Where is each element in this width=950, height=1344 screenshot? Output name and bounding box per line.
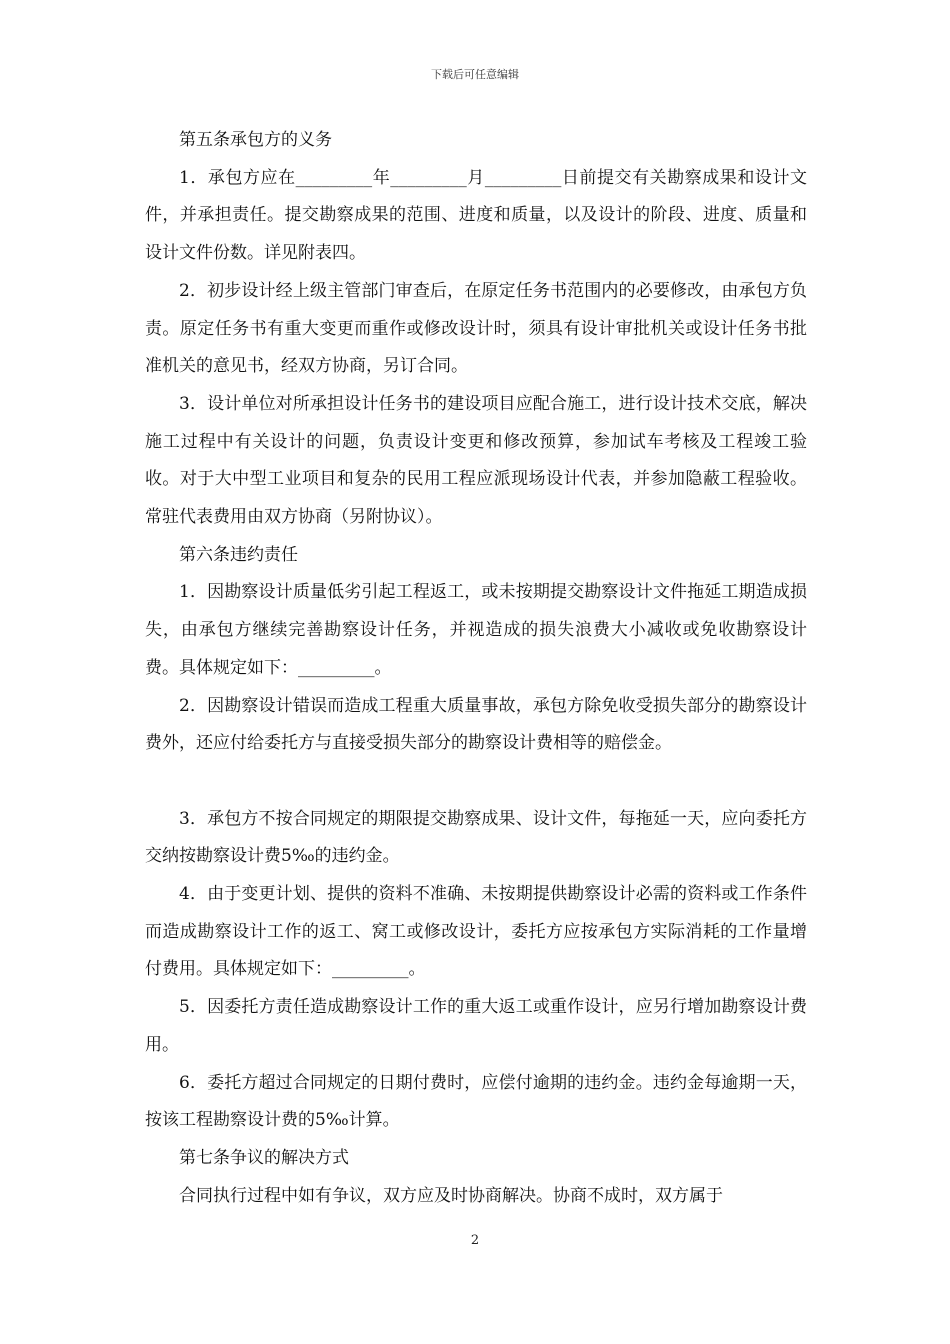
page-number: 2	[470, 1233, 480, 1248]
paragraph: 2．因勘察设计错误而造成工程重大质量事故，承包方除免收受损失部分的勘察设计费外，还应付给委托方与直接受损失部分的勘察设计费相等的赔偿金。	[145, 695, 807, 754]
section-heading-7: 第七条争议的解决方式	[179, 1147, 349, 1168]
paragraph: 合同执行过程中如有争议，双方应及时协商解决。协商不成时，双方属于	[179, 1185, 723, 1206]
page-header: 下载后可任意编辑	[431, 68, 519, 81]
paragraph: 2．初步设计经上级主管部门审查后，在原定任务书范围内的必要修改，由承包方负责。原定任务书有重大变更而重作或修改设计时，须具有设计审批机关或设计任务书批准机关的意见书，经双方协商，另订合同。	[145, 280, 807, 377]
paragraph: 1．承包方应在_________年_________月_________日前提交有关勘察成果和设计文件，并承担责任。提交勘察成果的范围、进度和质量，以及设计的阶段、进度、质量和设计文件份数。详见附表四。	[145, 167, 807, 264]
paragraph: 5．因委托方责任造成勘察设计工作的重大返工或重作设计，应另行增加勘察设计费用。	[145, 997, 807, 1055]
paragraph: 3．设计单位对所承担设计任务书的建设项目应配合施工，进行设计技术交底，解决施工过程中有关设计的问题，负责设计变更和修改预算，参加试车考核及工程竣工验收。对于大中型工业项目和复杂的民用工程应派现场设计代表，并参加隐蔽工程验收。常驻代表费用由双方协商（另附协议）。	[145, 393, 807, 528]
paragraph: 4．由于变更计划、提供的资料不准确、未按期提供勘察设计必需的资料或工作条件而造成勘察设计工作的返工、窝工或修改设计，委托方应按承包方实际消耗的工作量增付费用。具体规定如下：_________。	[145, 884, 807, 980]
paragraph: 1．因勘察设计质量低劣引起工程返工，或未按期提交勘察设计文件拖延工期造成损失，由承包方继续完善勘察设计任务，并视造成的损失浪费大小减收或免收勘察设计费。具体规定如下：_________。	[145, 582, 807, 678]
paragraph: 6．委托方超过合同规定的日期付费时，应偿付逾期的违约金。违约金每逾期一天，按该工程勘察设计费的5‰计算。	[145, 1072, 807, 1131]
section-heading-6: 第六条违约责任	[179, 544, 298, 565]
blank-line	[145, 763, 807, 801]
section-heading-5: 第五条承包方的义务	[179, 130, 332, 150]
document-body	[145, 122, 807, 1215]
paragraph: 3．承包方不按合同规定的期限提交勘察成果、设计文件，每拖延一天，应向委托方交纳按勘察设计费5‰的违约金。	[145, 808, 807, 867]
